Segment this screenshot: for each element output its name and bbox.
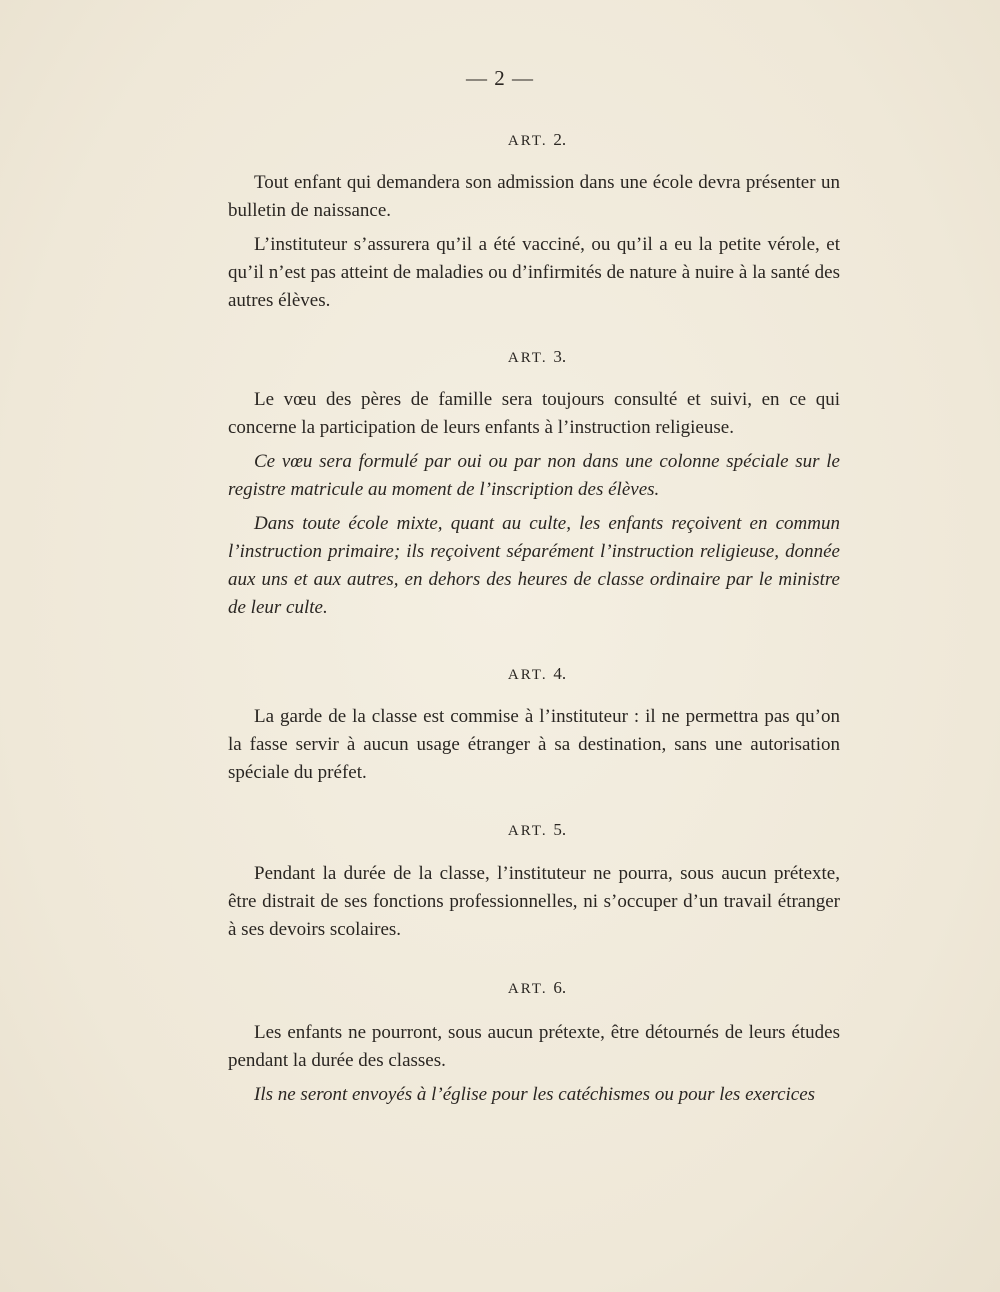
article-body-4: [228, 703, 840, 787]
article-body-2: [228, 169, 840, 315]
paragraph-italic: Dans toute école mixte, quant au culte, les enfants reçoivent en commun l’instruction primaire; ils reçoivent séparément l’instruction religieuse, donnée aux uns et aux autres, en dehors des heures de classe ordinaire par le ministre de leur culte.: [228, 513, 840, 618]
paragraph-italic: Ce vœu sera formulé par oui ou par non dans une colonne spéciale sur le registre matricule au moment de l’inscription des élèves.: [228, 451, 840, 500]
article-heading-2: ART. 2.: [507, 130, 567, 149]
paragraph: L’instituteur s’assurera qu’il a été vacciné, ou qu’il a eu la petite vérole, et qu’il n’est pas atteint de maladies ou d’infirmités de nature à nuire à la santé des autres élèves.: [228, 234, 840, 311]
article-body-5: [228, 860, 840, 944]
article-heading-4: ART. 4.: [507, 664, 567, 683]
paragraph: Le vœu des pères de famille sera toujours consulté et suivi, en ce qui concerne la participation de leurs enfants à l’instruction religieuse.: [228, 389, 840, 438]
article-heading-3: ART. 3.: [507, 347, 567, 366]
article-body-3: [228, 386, 840, 622]
paragraph: Pendant la durée de la classe, l’instituteur ne pourra, sous aucun prétexte, être distrait de ses fonctions professionnelles, ni s’occuper d’un travail étranger à ses devoirs scolaires.: [228, 863, 840, 940]
paragraph: Les enfants ne pourront, sous aucun prétexte, être détournés de leurs études pendant la durée des classes.: [228, 1022, 840, 1071]
article-heading-5: ART. 5.: [507, 820, 567, 839]
article-body-6: [228, 1019, 840, 1109]
page-number: — 2 —: [466, 66, 534, 90]
paragraph: La garde de la classe est commise à l’instituteur : il ne permettra pas qu’on la fasse servir à aucun usage étranger à sa destination, sans une autorisation spéciale du préfet.: [228, 706, 840, 783]
paragraph: Tout enfant qui demandera son admission dans une école devra présenter un bulletin de naissance.: [228, 172, 840, 221]
paragraph-italic: Ils ne seront envoyés à l’église pour les catéchismes ou pour les exercices: [254, 1084, 816, 1105]
article-heading-6: ART. 6.: [507, 978, 567, 997]
